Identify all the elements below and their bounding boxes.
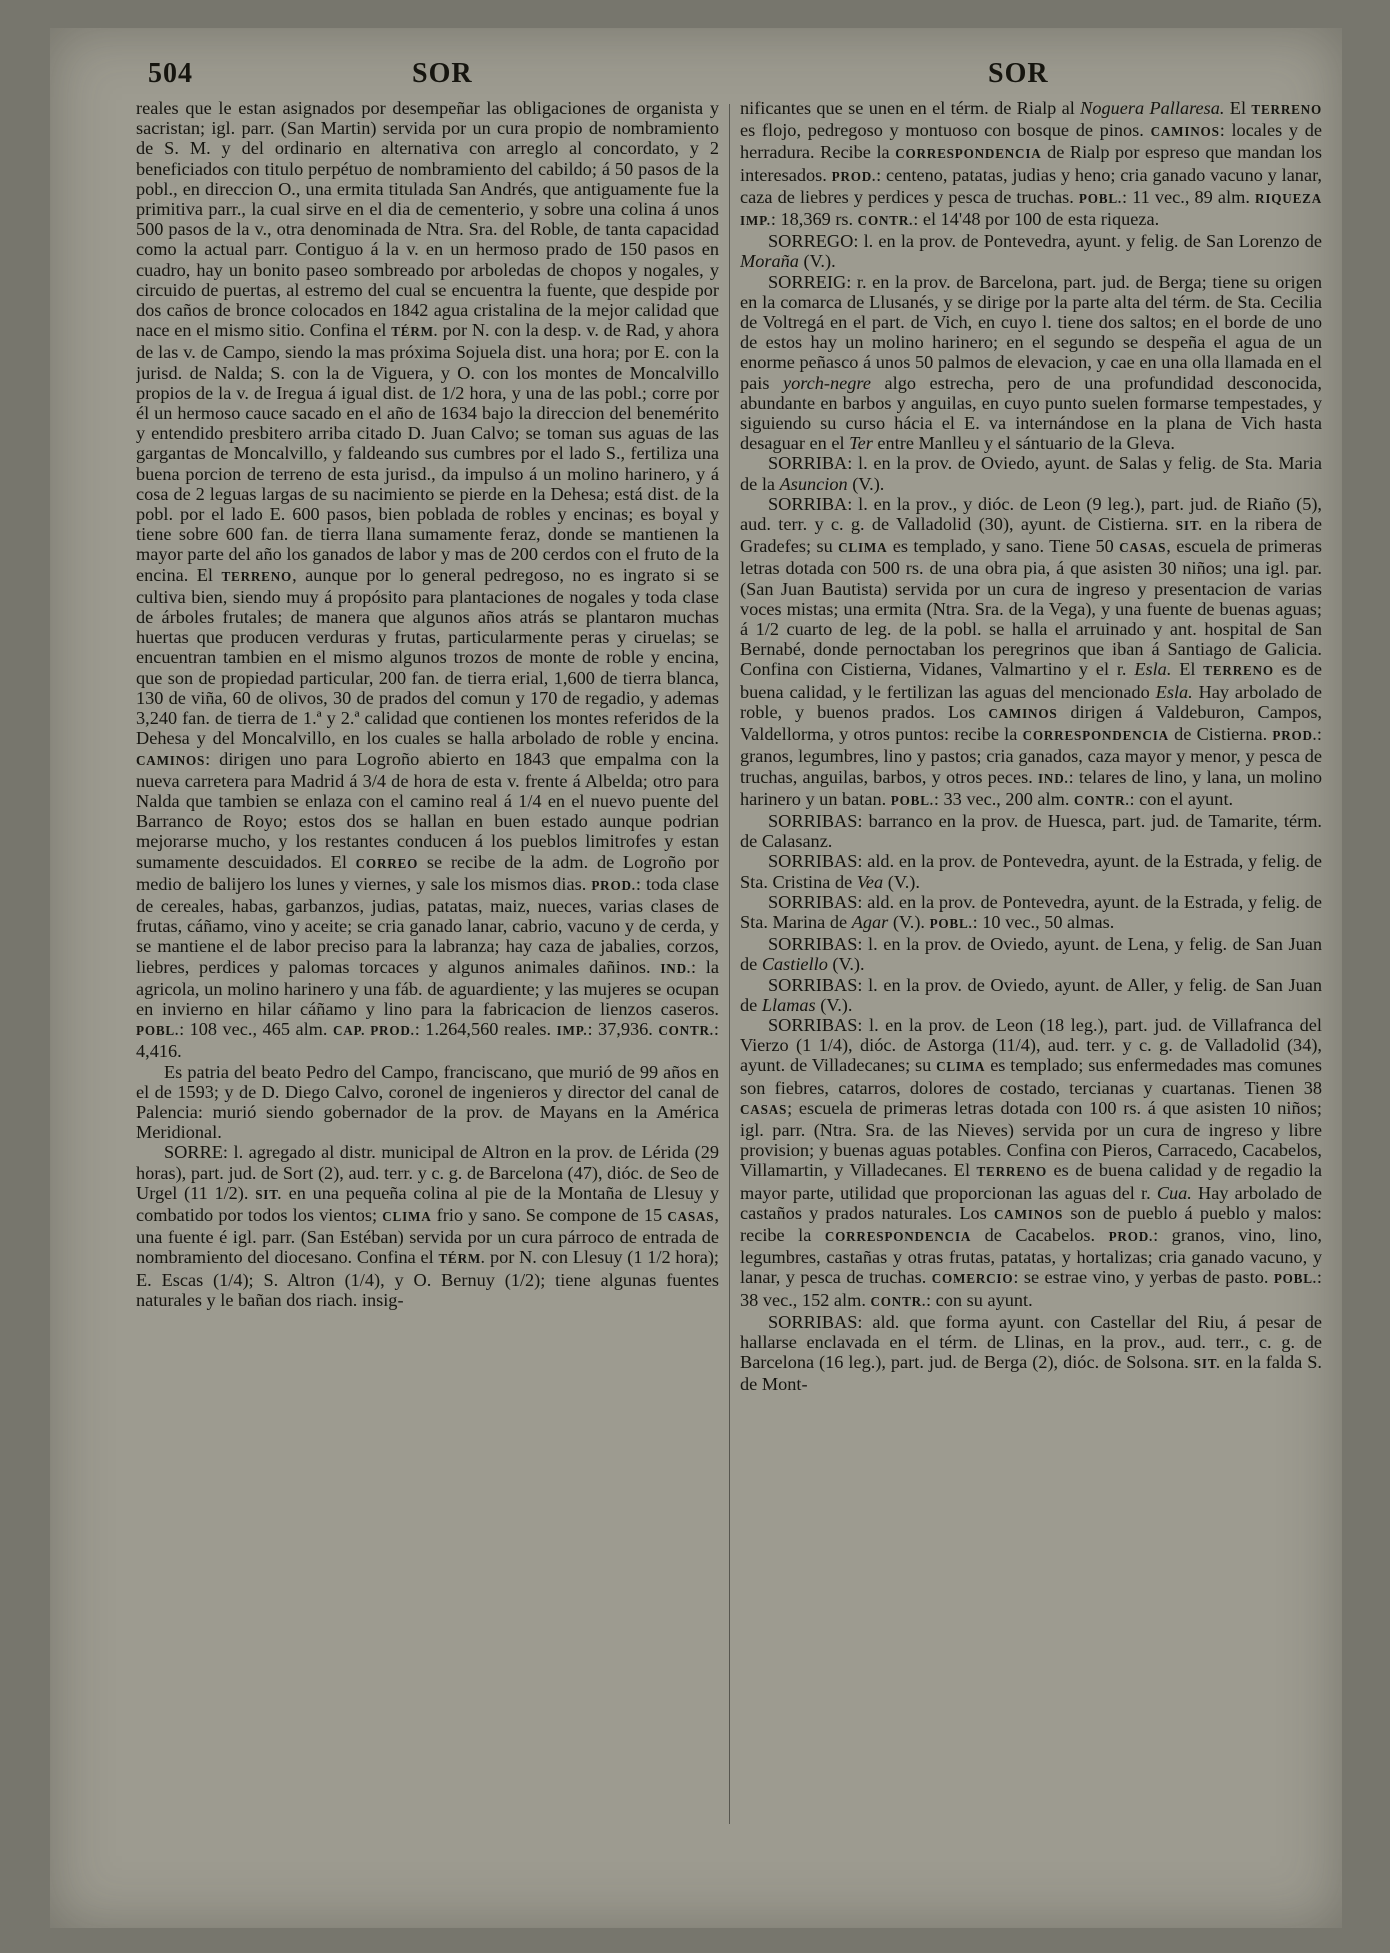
running-head-right: SOR xyxy=(988,58,1049,89)
italic-text: Moraña xyxy=(740,251,799,272)
entry-text: : 11 vec., 89 alm. xyxy=(1121,186,1256,207)
abbreviation-text: COMERCIO xyxy=(931,1271,1014,1287)
entry-text: Hay arbolado de roble, y buenos prados. Los xyxy=(740,681,1322,722)
abbreviation-text: TERRENO xyxy=(221,568,293,584)
running-head-left: SOR xyxy=(412,58,473,89)
abbreviation-text: TÉRM. xyxy=(391,324,438,340)
entry-text: de Cacabelos. xyxy=(971,1224,1109,1245)
entry-text: por N. con la desp. v. de Rad, y ahora de las v. de Campo, siendo la mas próxima Sojuela dist. una hora; por E. con la jurisd. de Nalda; S. con la de Viguera, y O. con los montes de Moncalvillo propios de la v. de Iregua á igual dist. de 1/2 hora, y una de las pobl.; corre por él un hermoso cauce sacado en el año de 1634 bajo la direccion del benemérito y entendido presbitero arriba citado D. Juan Calvo; se toman sus aguas de las gargantas de Moncalvillo, y faldeando sus cumbres por el lado S., fertiliza una buena porcion de terreno de esta jurisd., da impulso á un molino harinero, y á cosa de 2 leguas largas de su nacimiento se pierde en la Dehesa; está dist. de la pobl. por el lado E. 600 pasos, bien poblada de robles y encinas; es boyal y tiene sobre 600 fan. de tierra llana sumamente feraz, donde se mantienen la mayor parte del año los ganados de labor y mas de 200 cerdos con el fruto de la encina. El xyxy=(136,320,719,585)
entry-text: (V.). xyxy=(798,251,836,272)
entry-text: SORRIBAS: l. en la prov. de Leon (18 leg.), part. jud. de Villafranca del Vierzo (1 1/4), dióc. de Astorga (11/4), aud. terr. y c. g. de Valladolid (34), ayunt. de Villadecanes; su xyxy=(740,1014,1322,1076)
entry-text: entre Manlleu y el sántuario de la Gleva. xyxy=(872,433,1175,454)
italic-text: yorch-negre xyxy=(782,372,871,393)
entry-text: nificantes que se unen en el térm. de Rialp al xyxy=(740,98,1081,118)
abbreviation-text: PROD. xyxy=(1272,728,1317,744)
entry-text: : 108 vec., 465 alm. xyxy=(179,1019,333,1040)
entry-text: SORRIBAS: ald. en la prov. de Pontevedra, ayunt. de la Estrada, y felig. de Sta. Marina de xyxy=(740,891,1322,932)
entry-text: Hay arbolado de castaños y prados naturales. Los xyxy=(740,1182,1322,1223)
abbreviation-text: CORRESPONDENCIA xyxy=(895,146,1042,162)
entry-text: (V.). xyxy=(827,954,865,975)
entry-text: (V.). xyxy=(888,911,930,932)
entry-text: son de pueblo á pueblo y malos: recibe la xyxy=(740,1202,1322,1245)
italic-text: Vea xyxy=(856,871,884,892)
abbreviation-text: CORRESPONDENCIA xyxy=(1022,728,1169,744)
entry-text: de Rialp por espreso que mandan los interesados. xyxy=(740,142,1322,185)
entry-text: : toda clase de cereales, habas, garbanzos, judias, patatas, maiz, nueces, varias clases de frutas, cáñamo, vino y aceite; se cria ganado lanar, cabrio, vacuno y de cerda, y se mantiene el de labor preciso para la labranza; hay caza de jabalies, corzos, liebres, perdices y palomas torcaces y algunos animales dañinos. xyxy=(136,873,719,977)
abbreviation-text: PROD. xyxy=(831,168,877,184)
italic-text: Ter xyxy=(849,433,873,454)
entry-text: SORRIBAS: ald. que forma ayunt. con Castellar del Riu, á pesar de hallarse enclavada en el térm. de Llinas, en la prov., aud. terr., c. g. de Barcelona (16 leg.), part. jud. de Berga (2), dióc. de Solsona. xyxy=(740,1311,1322,1373)
abbreviation-text: TERRENO xyxy=(1251,102,1322,117)
entry-text: SORREIG: r. en la prov. de Barcelona, part. jud. de Berga; tiene su origen en la comarca de Llusanés, y se dirige por la parte alta del térm. de Sta. Cecilia de Voltregá en el part. de Vich, en cuyo l. tiene dos saltos; en el borde de uno de estos hay un molino harinero; en el segundo se despeña el agua de un enorme peñasco á unos 50 palmos de elevacion, y cae en una olla llamada en el pais xyxy=(740,271,1322,393)
entry-text: : granos, legumbres, lino y pastos; cria ganados, caza mayor y menor, y pesca de truchas, anguilas, barbos, y otros peces. xyxy=(740,724,1322,787)
abbreviation-text: CORRESPONDENCIA xyxy=(824,1228,972,1244)
entry-text: es templado; sus enfermedades mas comunes son fiebres, catarros, dolores de costado, tercianas y cuartanas. Tienen 38 xyxy=(740,1055,1322,1098)
entry-text: , escuela de primeras letras dotada con 500 rs. de una obra pia, á que asisten 30 niños; una igl. par. (San Juan Bautista) servida por un cura de ingreso y presentacion de varias voces mistas; una ermita (Ntra. Sra. de la Vega), y una fuente de buenas aguas; á 1/2 cuarto de leg. de la pobl. se halla el arruinado y ant. hospital de San Bernabé, donde pernoctaban los peregrinos que iban á Santiago de Galicia. Confina con Cistierna, Vidanes, Valmartino y el r. xyxy=(740,536,1322,680)
entry-text: : 1.264,560 reales. xyxy=(414,1019,557,1040)
entry-text: SORRE: l. agregado al distr. municipal de Altron en la prov. de Lérida (29 horas), part. jud. de Sort (2), aud. terr. y c. g. de Barcelona (47), dióc. de Seo de Urgel (11 1/2). xyxy=(136,1142,719,1203)
abbreviation-text: POBL. xyxy=(1273,1271,1317,1287)
entry-text: frio y sano. Se compone de 15 xyxy=(431,1204,668,1225)
dictionary-entry xyxy=(740,1312,1322,1395)
entry-text: SORRIBA: l. en la prov., y dióc. de Leon (9 leg.), part. jud. de Riaño (5), aud. terr. y c. g. de Valladolid (30), ayunt. de Cistierna. xyxy=(740,493,1322,535)
entry-text: SORREGO: l. en la prov. de Pontevedra, ayunt. y felig. de San Lorenzo de xyxy=(768,231,1322,252)
entry-text: : locales y de herradura. Recibe la xyxy=(740,120,1322,163)
entry-text: SORRIBAS: l. en la prov. de Oviedo, ayunt. de Aller, y felig. de San Juan de xyxy=(740,974,1322,1015)
abbreviation-text: CLIMA xyxy=(936,1059,986,1075)
entry-text: algo estrecha, pero de una profundidad desconocida, abundante en barbos y anguilas, en cuyo punto suelen formarse tempestades, y siguiendo su curso hácia el E. va internándose en la plana de Vich hasta desaguar en el xyxy=(740,372,1322,454)
italic-text: Noguera Pallaresa. xyxy=(1080,98,1225,118)
entry-text: , una fuente é igl. parr. (San Estéban) servida por un cura párroco de entrada de nombramiento del diocesano. Confina el xyxy=(136,1204,719,1268)
entry-text: SORRIBAS: l. en la prov. de Oviedo, ayunt. de Lena, y felig. de San Juan de xyxy=(740,934,1322,975)
entry-text: de Cistierna. xyxy=(1168,724,1273,745)
abbreviation-text: CASAS xyxy=(1119,540,1167,556)
abbreviation-text: CLIMA xyxy=(838,540,888,556)
abbreviation-text: IND. xyxy=(660,960,691,976)
abbreviation-text: TERRENO xyxy=(1203,663,1274,679)
italic-text: Esla. xyxy=(1155,681,1193,702)
page-number: 504 xyxy=(148,58,193,89)
dictionary-entry xyxy=(136,1062,719,1143)
entry-text: SORRIBAS: ald. en la prov. de Pontevedra, ayunt. de la Estrada, y felig. de Sta. Cristina de xyxy=(740,851,1322,892)
italic-text: Asuncion xyxy=(779,473,848,494)
entry-text: : con su ayunt. xyxy=(926,1289,1033,1310)
italic-text: Castiello xyxy=(761,954,828,975)
abbreviation-text: POBL. xyxy=(890,792,934,808)
entry-text: (V.). xyxy=(815,994,853,1015)
entry-text: es de buena calidad, y le fertilizan las aguas del mencionado xyxy=(740,659,1322,702)
abbreviation-text: POBL. xyxy=(136,1023,180,1039)
dictionary-entry xyxy=(740,892,1322,934)
entry-text: : centeno, patatas, judias y heno; cria ganado vacuno y lanar, caza de liebres y perdices y pesca de truchas. xyxy=(740,164,1322,207)
abbreviation-text: CONTR. xyxy=(870,1293,927,1309)
entry-text: : se estrae vino, y yerbas de pasto. xyxy=(1013,1267,1274,1288)
entry-text: : 4,416. xyxy=(136,1019,719,1062)
right-column xyxy=(740,98,1322,1893)
abbreviation-text: CAMINOS xyxy=(1150,124,1220,140)
abbreviation-text: TERRENO xyxy=(976,1164,1048,1180)
entry-text: : el 14'48 por 100 de esta riqueza. xyxy=(913,209,1160,230)
dictionary-entry xyxy=(740,851,1322,891)
abbreviation-text: SIT. xyxy=(255,1186,282,1202)
entry-text: : 37,936. xyxy=(587,1019,659,1040)
abbreviation-text: PROD. xyxy=(591,877,636,893)
entry-text: es templado, y sano. Tiene 50 xyxy=(887,536,1120,557)
entry-text: en una pequeña colina al pie de la Montaña de Llesuy y combatido por todos los vientos; xyxy=(136,1182,719,1225)
abbreviation-text: SIT. xyxy=(1193,1356,1221,1372)
entry-text: reales que le estan asignados por desempeñar las obligaciones de organista y sacristan; igl. parr. (San Martin) servida por un cura propio de nombramiento de S. M. y del ordinario en alternativa con arreglo al concordato, y 2 beneficiados con titulo perpétuo de nombramiento del cabildo; á 50 pasos de la pobl., en direccion O., una ermita titulada San Andrés, que antiguamente fue la primitiva parr., la cual sirve en el dia de cementerio, y sobre una colina á unos 500 pasos de la v., otra denominada de Ntra. Sra. del Roble, de tanta capacidad como la actual parr. Contiguo á la v. en un hermoso prado de 150 pasos en cuadro, hay un bonito paseo sombreado por arboledas de chopos y nogales, y circuido de puertas, al estremo del cual se encuentra la fuente, que despide por dos caños de bronce colocados en 1842 agua cristalina de la mejor calidad que nace en el mismo sitio. Confina el xyxy=(136,98,719,341)
entry-text: es flojo, pedregoso y montuoso con bosque de pinos. xyxy=(740,120,1151,141)
abbreviation-text: CAMINOS xyxy=(994,1206,1064,1222)
abbreviation-text: CONTR. xyxy=(857,213,914,229)
column-divider xyxy=(729,104,730,1824)
abbreviation-text: RIQUEZA IMP. xyxy=(740,190,1322,229)
dictionary-entry xyxy=(740,98,1322,231)
entry-text: SORRIBAS: barranco en la prov. de Huesca, part. jud. de Tamarite, térm. de Calasanz. xyxy=(740,810,1322,852)
abbreviation-text: CONTR. xyxy=(1073,792,1130,808)
entry-text: El xyxy=(1224,98,1252,118)
entry-text: por N. con Llesuy (1 1/2 hora); E. Escas (1/4); S. Altron (1/4), y O. Bernuy (1/2); tiene algunas fuentes naturales y le bañan dos riach. insig- xyxy=(136,1247,719,1310)
dictionary-entry xyxy=(740,494,1322,811)
italic-text: Cua. xyxy=(1156,1182,1192,1203)
italic-text: Esla. xyxy=(1134,659,1172,680)
italic-text: Llamas xyxy=(761,994,816,1015)
abbreviation-text: POBL. xyxy=(1078,190,1122,206)
dictionary-entry xyxy=(740,934,1322,974)
entry-text: se recibe de la adm. de Logroño por medio de balijero los lunes y viernes, y sale los mismos dias. xyxy=(136,851,719,894)
dictionary-entry xyxy=(740,811,1322,851)
entry-text: dirigen á Valdeburon, Campos, Valdellorma, y otros puntos: recibe la xyxy=(740,701,1322,745)
entry-text: : la agricola, un molino harinero y una fáb. de aguardiente; y las mujeres se ocupan en invierno en hilar cáñamo y lino para la fabricacion de lienzos caseros. xyxy=(136,956,719,1019)
entry-text: SORRIBA: l. en la prov. de Oviedo, ayunt. de Salas y felig. de Sta. Maria de la xyxy=(740,453,1322,494)
entry-text: , aunque por lo general pedregoso, no es ingrato si se cultiva bien, siendo muy á propósito para plantaciones de nogales y toda clase de árboles frutales; de manera que algunos años atrás se plantaron muchas huertas que producen verduras y frutas, particularmente peras y ciruelas; se encuentran tambien en el mismo algunos trozos de monte de roble y encina, que son de propiedad particular, 200 fan. de tierra erial, 1,600 de tierra blanca, 130 de viña, 60 de olivos, 30 de prados del comun y 170 de regadio, y ademas 3,240 fan. de tierra de 1.ª y 2.ª calidad que contienen los montes referidos de la Dehesa y del Moncalvillo, en los cuales se halla arbolado de roble y encina. xyxy=(136,564,719,749)
left-column xyxy=(136,98,719,1893)
entry-text: en la ribera de Gradefes; su xyxy=(740,514,1322,557)
dictionary-entry xyxy=(740,453,1322,493)
entry-text: : granos, vino, lino, legumbres, castañas y otras frutas, patatas, y hortalizas; cria ganado vacuno, y lanar, y pesca de truchas. xyxy=(740,1224,1322,1288)
abbreviation-text: CASAS xyxy=(740,1101,788,1117)
entry-text: : telares de lino, y lana, un molino harinero y un batan. xyxy=(740,766,1322,809)
entry-text: : dirigen uno para Logroño abierto en 1843 que empalma con la nueva carretera para Madrid á 3/4 de hora de esta v. frente á Albelda; otro para Nalda que tambien se enlaza con el camino real á 1/4 en el nuevo puente del Barranco de Royo; estos dos se hallan en buen estado aunque podrian mejorarse mucho, y los restantes conducen á los pueblos limitrofes y estan sumamente descuidados. El xyxy=(136,748,719,872)
abbreviation-text: CORREO xyxy=(355,855,419,871)
abbreviation-text: TÉRM. xyxy=(438,1251,486,1267)
abbreviation-text: IND. xyxy=(1038,770,1069,786)
entry-text: (V.). xyxy=(883,871,920,892)
abbreviation-text: CASAS xyxy=(667,1208,715,1224)
dictionary-entry xyxy=(740,1015,1322,1312)
italic-text: Agar xyxy=(851,911,889,932)
abbreviation-text: CAMINOS xyxy=(136,752,206,768)
page-header xyxy=(148,58,1306,94)
dictionary-entry xyxy=(136,1142,719,1310)
abbreviation-text: POBL. xyxy=(929,915,973,931)
entry-text: en la falda S. de Mont- xyxy=(740,1352,1322,1395)
abbreviation-text: CLIMA xyxy=(382,1208,432,1224)
abbreviation-text: CAMINOS xyxy=(988,705,1058,721)
entry-text: Es patria del beato Pedro del Campo, franciscano, que murió de 99 años en el de 1593; y de D. Diego Calvo, coronel de ingenieros y director del canal de Palencia: murió siendo gobernador de la prov. de Mayans en la América Meridional. xyxy=(136,1061,719,1143)
abbreviation-text: PROD. xyxy=(1108,1228,1154,1244)
abbreviation-text: IMP. xyxy=(556,1023,588,1039)
abbreviation-text: CONTR. xyxy=(658,1023,714,1039)
dictionary-entry xyxy=(740,231,1322,271)
dictionary-entry xyxy=(136,98,719,1062)
entry-text: El xyxy=(1171,659,1204,680)
entry-text: : 38 vec., 152 alm. xyxy=(740,1267,1322,1310)
abbreviation-text: CAP. PROD. xyxy=(332,1023,415,1039)
entry-text: : con el ayunt. xyxy=(1129,788,1234,809)
entry-text: : 10 vec., 50 almas. xyxy=(972,911,1115,932)
entry-text: es de buena calidad y de regadio la mayor parte, utilidad que proporcionan las aguas del r. xyxy=(740,1160,1322,1203)
entry-text: : 18,369 rs. xyxy=(770,209,858,230)
abbreviation-text: SIT. xyxy=(1175,518,1203,534)
entry-text: (V.). xyxy=(847,473,885,494)
entry-text: ; escuela de primeras letras dotada con 100 rs. á que asisten 10 niños; igl. parr. (Ntra. Sra. de las Nieves) servida por un cura de ingreso y libre provision; y buenas aguas potables. Confina con Pieros, Carracedo, Cacabelos, Villamartin, y Villadecanes. El xyxy=(740,1097,1322,1181)
dictionary-entry xyxy=(740,272,1322,454)
dictionary-entry xyxy=(740,975,1322,1015)
entry-text: : 33 vec., 200 alm. xyxy=(933,788,1074,809)
